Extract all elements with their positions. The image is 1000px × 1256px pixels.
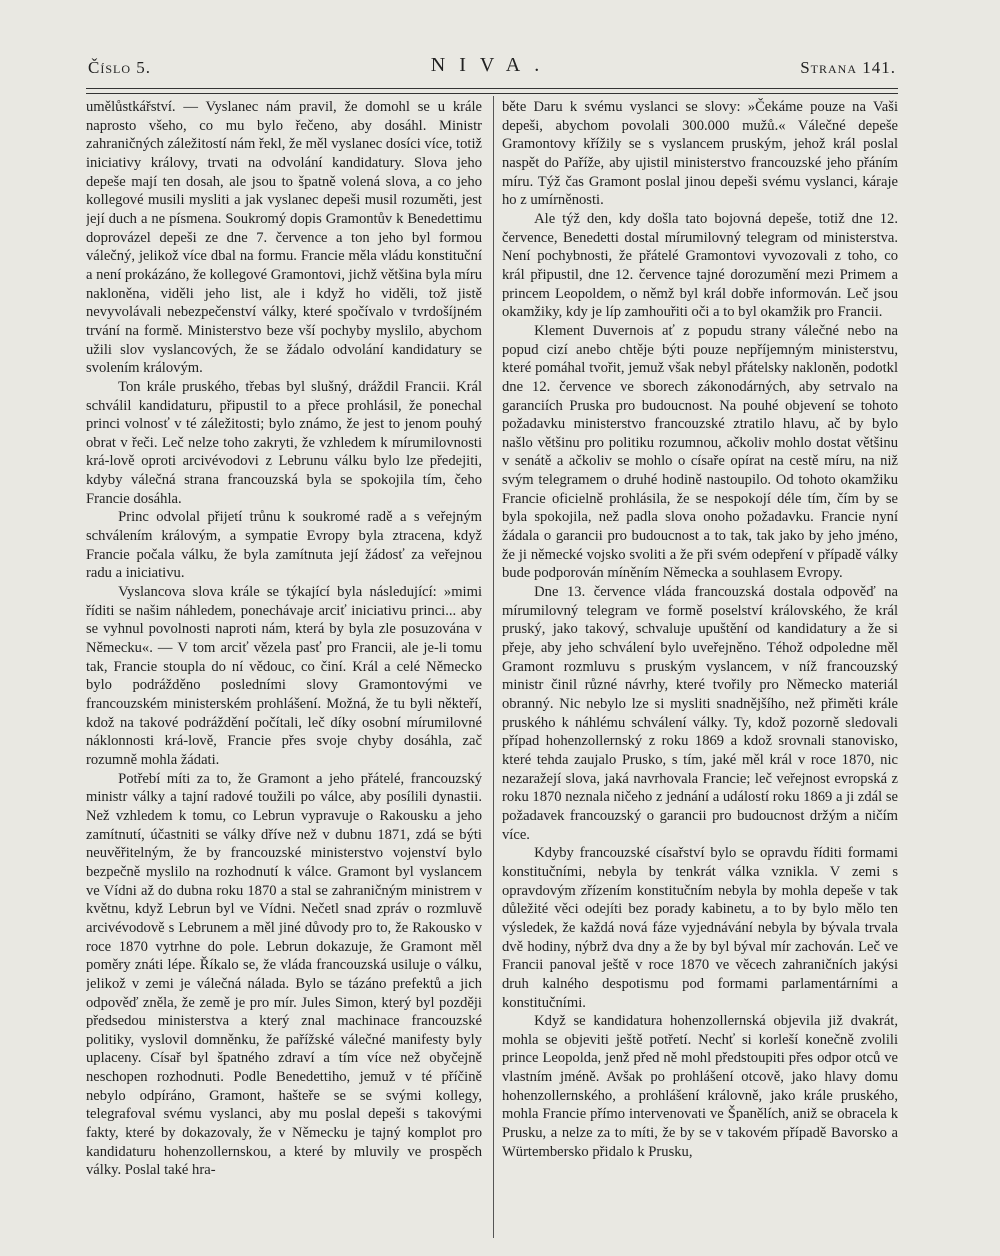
paragraph: Klement Duvernois ať z popudu strany válečné nebo na popud cizí anebo chtěje býti pouze nepříjemným ministerstvu, které pomáhal tvořit, jemuž však nebyl přátelsky nakloněn, podotkl dne 12. července ve sborech zákonodárných, aby setrvalo na garanciích Pruska pro budoucnost. Na pouhé objevení se tohoto požadavku ministerstvo francouzské ztratilo hlavu, ač by bylo našlo většinu pro politiku rozumnou, ačkoliv mohlo dostat většinu v senátě a ačkoliv se mohlo o císaře opírat na cestě míru, na niž svým telegramem o druhé hodině nastoupilo. Od tohoto okamžiku Francie oficielně prohlásila, že se nespokojí déle tím, čím by se byla spokojila, než padla slova onoho požadavku. Francie nyní žádala o garancii pro budoucnost a to tak, tak jako by jeho jméno, že ji německé vojsko svoliti a že při svém odepření v případě války bude podporován míněním Německa a souhlasem Evropy. xyxy=(502,322,898,582)
paragraph: Vyslancova slova krále se týkající byla následující: »mimi říditi se našim náhledem, ponechávaje arciť iniciativu princi... aby se vyhnul povolnosti naproti nám, která by byla zle posuzována v Německu«. — V tom arciť vězela pasť pro Francii, ale je-li tomu tak, Francie stoupla do ní vědouc, co činí. Král a celé Německo bylo podrážděno posledními slovy Gramontovými ve francouzském ministerském prohlášení. Možná, že tu byli někteří, kdož na takové podráždění počítali, leč díky osobní mírumilovné náklonnosti krá-lově, Francie přes svoje chyby dosáhla, zač rozumně mohla žádati. xyxy=(86,584,482,768)
paragraph: Když se kandidatura hohenzollernská objevila již dvakrát, mohla se objeviti ještě potřetí. Nechť si korleší konečně zvolili prince Leopolda, jenž před ně mohl předstoupiti přes odpor otců ve vlastním jméně. Avšak po prohlášení otcově, jako hlavy domu hohenzollernského, a prohlášení královně, jako krále pruského, mohla Francie přímo intervenovati ve Španělích, aniž se obracela k Prusku, a nelze za to míti, že by se v takovém případě Bavorsko a Würtembersko přidalo k Prusku, xyxy=(502,1013,898,1160)
paragraph: Dne 13. července vláda francouzská dostala odpověď na mírumilovný telegram ve formě poselství královského, že král pruský, jako takový, schvaluje upuštění od kandidatury a že si přeje, aby jeho schválení bylo uveřejněno. Téhož odpoledne měl Gramont rozmluvu s pruským vyslancem, v níž francouzský ministr činil různé návrhy, které tvořily pro Německo materiál obranný. Nic nebylo lze si mysliti snadnějšího, než přiměti krále pruského k náhlému schválení války. Ty, kdož pozorně sledovali případ hohenzollernský z roku 1869 a kdož srovnali stanovisko, které tehda zaujalo Prusko, s tím, jaké měl král v roce 1870, nic nezaražejí slova, jaká navrhovala Francie; leč veřejnost evropská z roku 1870 neznala ničeho z jednání a událostí roku 1869 a ji zdál se požadavek francouzský o garancii pro budoucnost držým a ničím více. xyxy=(502,584,898,843)
journal-title: NIVA. xyxy=(430,54,554,76)
left-column xyxy=(86,98,482,1238)
right-column xyxy=(502,98,898,1238)
paragraph: běte Daru k svému vyslanci se slovy: »Čekáme pouze na Vaši depeši, abychom povolali 300.000 mužů.« Válečné depeše Gramontovy křížily se s vyslancem pruským, jehož král poslal naspět do Paříže, aby ujistil ministerstvo francouzské jeho přáním míru. Týž čas Gramont poslal jinou depeši svému vyslanci, káraje ho z umírněnosti. xyxy=(502,99,898,209)
page-number: Strana 141. xyxy=(800,58,896,77)
paragraph: Potřebí míti za to, že Gramont a jeho přátelé, francouzský ministr války a tajní radové toužili po válce, aby posílili dynastii. Než vzhledem k tomu, co Lebrun vypravuje o Rakousku a jeho zamítnutí, účastniti se války dříve než v dubnu 1871, zdá se býti neuvěřitelným, že by francouzské ministerstvo vojenství bylo bezpečně myslilo na rozhodnutí k válce. Gramont byl vyslancem ve Vídni až do dubna roku 1870 a stal se zahraničným ministrem v květnu, když Lebrun byl ve Vídni. Nečetl snad zpráv o rozmluvě arcivévodově s Lebrunem a měl jiné důvody pro to, že Rakousko v roce 1870 vytrhne do pole. Lebrun dokazuje, že Gramont měl poměry znáti lépe. Říkalo se, že vláda francouzská usiluje o válku, jelikož v zemi je válečná nálada. Bylo se tázáno prefektů a jich odpověď zněla, že země je pro mír. Jules Simon, který byl později předsedou ministerstva a který znal machinace francouzské politiky, vyslovil domněnku, že pařížské válečné manifesty byly uplaceny. Císař byl špatného zdraví a tím více než obyčejně neschopen rozhodnuti. Podle Benedettiho, jemuž v té příčině nebylo odpíráno, Gramont, hašteře se se svými kollegy, telegrafoval svému vyslanci, aby mu poslal depeši s takovými fakty, které by dokazovaly, že v Německu je tajný komplot pro kandidaturu hohenzollernskou, a které by mluvily ve prospěch války. Poslal také hra- xyxy=(86,770,482,1179)
page-header xyxy=(88,54,896,88)
paragraph: umělůstkářství. — Vyslanec nám pravil, že domohl se u krále naprosto všeho, co mu bylo řečeno, aby dosáhl. Ministr zahraničných záležitostí nám řekl, že měl vyslanec dosíci více, totiž iniciativy královy, trvati na odvolání kandidatury. Slova jeho depeše mají ten dosah, ale jsou to špatně volená slova, a co jeho kollegové musili mysliti a jak vyslanec depeši musil rozuměti, jest její duch a ne písmena. Soukromý dopis Gramontův k Benedettimu doprovázel depeši ze dne 7. července a ton jeho byl formou válečný, jelikož více dbal na formu. Francie měla vládu konstituční a není prokázáno, že kollegové Gramontovi, jichž většina byla míru nakloněna, viděli jeho list, ale i když ho viděli, tož jistě nevyvolávali nebezpečenství války, které spočívalo v tvrdošíjném trvání na formě. Ministerstvo beze vší pochyby myslilo, abychom užili slov vyslancových, že se žádalo odvolání kandidatury se svolením královým. xyxy=(86,99,482,377)
paragraph: Ton krále pruského, třebas byl slušný, dráždil Francii. Král schválil kandidaturu, připustil to a přece prohlásil, že ponechal princi volnosť v té záležitosti; bylo známo, že jest to jenom pouhý obrat v řeči. Leč nelze toho zakryti, že vzhledem k mírumilovnosti krá-lově oproti arcivévodovi z Lebrunu válku bylo lze předejiti, kdyby válečná strana francouzská byla se spokojila tím, čeho Francie dosáhla. xyxy=(86,378,482,507)
header-rule xyxy=(86,88,898,94)
paragraph: Ale týž den, kdy došla tato bojovná depeše, totiž dne 12. července, Benedetti dostal mírumilovný telegram od ministerstva. Není pochybnosti, že přátelé Gramontovi vyvozovali z toho, co král připustil, dne 12. července tajné dorozumění mezi Primem a princem Leopoldem, o němž byl král dobře informován. Leč jsou okamžiky, kdy je líp zamhouřiti oči a to byl okamžik pro Francii. xyxy=(502,210,898,321)
paragraph: Princ odvolal přijetí trůnu k soukromé radě a s veřejným schválením královým, a sympatie Evropy byla ztracena, když Francie počala válku, že byla zamítnuta její žádosť za veřejnou radu a iniciativu. xyxy=(86,509,482,582)
column-divider xyxy=(493,96,494,1238)
issue-number: Číslo 5. xyxy=(88,58,152,77)
paragraph: Kdyby francouzské císařství bylo se opravdu říditi formami konstitučními, nebyla by tenkrát válka vznikla. V zemi s opravdovým zřízením konstitučním nebyla by mohla depeše v tak důležité věci odejíti bez porady kabinetu, a to by bylo mělo ten výsledek, že každá nová fáze vyjednávání nebyla by bývala trvala dvě hodiny, nýbrž dva dny a že by byl býval mír zachován. Leč ve Francii panoval ještě v roce 1870 ve věcech zahraničních jakýsi druh kalného despotismu pod formami parlamentárními a konstitučními. xyxy=(502,845,898,1011)
